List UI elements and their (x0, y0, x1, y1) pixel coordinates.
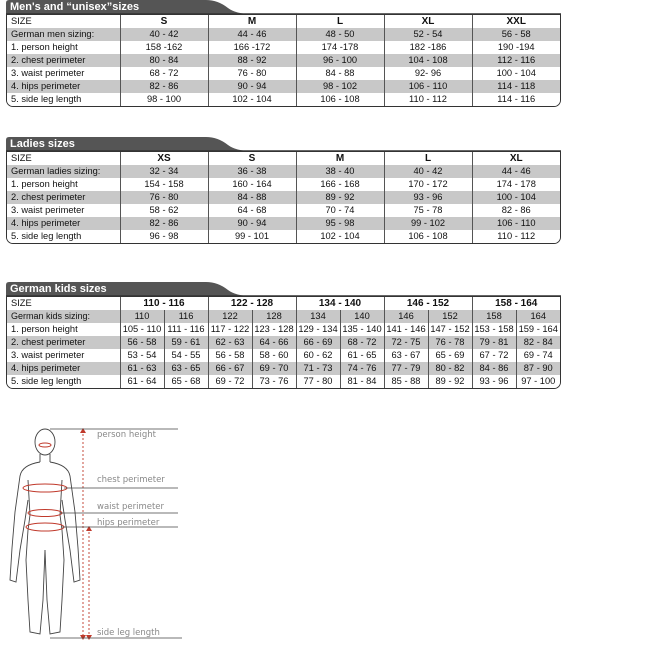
table-cell: 75 - 78 (384, 204, 472, 217)
kids-table (7, 297, 560, 388)
table-cell: 81 - 84 (340, 375, 384, 388)
size-s: S (120, 15, 208, 28)
table-cell: 174 -178 (296, 41, 384, 54)
table-cell: 114 - 118 (472, 80, 560, 93)
table-cell: 59 - 61 (164, 336, 208, 349)
table-cell: 102 - 104 (296, 230, 384, 243)
row-label: 5. side leg length (7, 93, 120, 106)
row-label: 1. person height (7, 323, 120, 336)
row-label: 2. chest perimeter (7, 191, 120, 204)
table-cell: 160 - 164 (208, 178, 296, 191)
size-group: 134 - 140 (296, 297, 384, 310)
table-cell: 40 - 42 (120, 28, 208, 41)
size-group: 110 - 116 (120, 297, 208, 310)
table-cell: 61 - 65 (340, 349, 384, 362)
row-label: 3. waist perimeter (7, 67, 120, 80)
table-cell: 84 - 88 (296, 67, 384, 80)
table-cell: 159 - 164 (516, 323, 560, 336)
table-cell: 110 - 112 (472, 230, 560, 243)
table-cell: 87 - 90 (516, 362, 560, 375)
table-cell: 56 - 58 (120, 336, 164, 349)
table-cell: 82 - 86 (120, 80, 208, 93)
table-header-row (7, 152, 560, 165)
subsize-cell: 110 (120, 310, 164, 323)
table-row (7, 93, 560, 106)
kids-sizes-section (6, 282, 561, 389)
ladies-table-box (6, 151, 561, 244)
table-cell: 76 - 78 (428, 336, 472, 349)
label-waist-perimeter: waist perimeter (97, 502, 165, 512)
table-cell: 170 - 172 (384, 178, 472, 191)
table-cell: 99 - 101 (208, 230, 296, 243)
table-cell: 112 - 116 (472, 54, 560, 67)
table-cell: 98 - 102 (296, 80, 384, 93)
size-xl: XL (472, 152, 560, 165)
kids-title-tab (6, 282, 561, 296)
table-cell: 88 - 92 (208, 54, 296, 67)
table-row (7, 375, 560, 388)
table-cell: 96 - 98 (120, 230, 208, 243)
table-cell: 48 - 50 (296, 28, 384, 41)
table-cell: 76 - 80 (120, 191, 208, 204)
table-cell: 100 - 104 (472, 191, 560, 204)
table-cell: 82 - 84 (516, 336, 560, 349)
subsize-cell: 146 (384, 310, 428, 323)
table-cell: 64 - 66 (252, 336, 296, 349)
table-cell: 32 - 34 (120, 165, 208, 178)
body-measurement-figure (0, 420, 200, 642)
row-label: 3. waist perimeter (7, 349, 120, 362)
table-cell: 129 - 134 (296, 323, 340, 336)
subsize-cell: 128 (252, 310, 296, 323)
mens-title: Men's and “unisex”sizes (10, 1, 140, 13)
kids-sizing-row (7, 310, 560, 323)
mens-sizes-section (6, 0, 561, 107)
label-hips-perimeter: hips perimeter (97, 518, 160, 528)
table-cell: 40 - 42 (384, 165, 472, 178)
table-cell: 80 - 84 (120, 54, 208, 67)
neck-marker (39, 443, 51, 447)
size-group: 122 - 128 (208, 297, 296, 310)
mens-table (7, 15, 560, 106)
row-label: German ladies sizing: (7, 165, 120, 178)
table-cell: 123 - 128 (252, 323, 296, 336)
subsize-cell: 164 (516, 310, 560, 323)
table-cell: 111 - 116 (164, 323, 208, 336)
table-cell: 95 - 98 (296, 217, 384, 230)
subsize-cell: 158 (472, 310, 516, 323)
table-cell: 44 - 46 (208, 28, 296, 41)
table-cell: 182 -186 (384, 41, 472, 54)
tab-shape (6, 137, 561, 151)
table-row (7, 204, 560, 217)
table-cell: 72 - 75 (384, 336, 428, 349)
table-row (7, 362, 560, 375)
table-cell: 106 - 108 (384, 230, 472, 243)
table-cell: 100 - 104 (472, 67, 560, 80)
row-label: 4. hips perimeter (7, 217, 120, 230)
row-label: German men sizing: (7, 28, 120, 41)
row-label: 2. chest perimeter (7, 336, 120, 349)
table-cell: 90 - 94 (208, 80, 296, 93)
table-cell: 61 - 64 (120, 375, 164, 388)
table-cell: 69 - 70 (252, 362, 296, 375)
size-label: SIZE (7, 15, 120, 28)
table-cell: 66 - 69 (296, 336, 340, 349)
table-row (7, 178, 560, 191)
table-row (7, 191, 560, 204)
table-cell: 54 - 55 (164, 349, 208, 362)
subsize-cell: 152 (428, 310, 472, 323)
label-side-leg-length: side leg length (97, 628, 160, 638)
row-label: 3. waist perimeter (7, 204, 120, 217)
table-cell: 92- 96 (384, 67, 472, 80)
size-group: 158 - 164 (472, 297, 560, 310)
table-cell: 106 - 110 (472, 217, 560, 230)
table-cell: 102 - 104 (208, 93, 296, 106)
table-cell: 96 - 100 (296, 54, 384, 67)
table-cell: 70 - 74 (296, 204, 384, 217)
table-row (7, 165, 560, 178)
row-label: 1. person height (7, 41, 120, 54)
table-row (7, 217, 560, 230)
table-cell: 104 - 108 (384, 54, 472, 67)
table-cell: 82 - 86 (472, 204, 560, 217)
table-cell: 60 - 62 (296, 349, 340, 362)
size-m: M (208, 15, 296, 28)
table-cell: 117 - 122 (208, 323, 252, 336)
size-xs: XS (120, 152, 208, 165)
table-cell: 36 - 38 (208, 165, 296, 178)
table-cell: 85 - 88 (384, 375, 428, 388)
row-label: 1. person height (7, 178, 120, 191)
table-cell: 65 - 69 (428, 349, 472, 362)
table-row (7, 80, 560, 93)
hips-marker (26, 523, 64, 531)
subsize-cell: 122 (208, 310, 252, 323)
table-cell: 44 - 46 (472, 165, 560, 178)
size-label: SIZE (7, 297, 120, 310)
table-cell: 153 - 158 (472, 323, 516, 336)
table-cell: 67 - 72 (472, 349, 516, 362)
table-cell: 64 - 68 (208, 204, 296, 217)
table-cell: 58 - 62 (120, 204, 208, 217)
table-cell: 52 - 54 (384, 28, 472, 41)
table-cell: 68 - 72 (340, 336, 384, 349)
table-cell: 65 - 68 (164, 375, 208, 388)
table-cell: 105 - 110 (120, 323, 164, 336)
table-cell: 106 - 110 (384, 80, 472, 93)
table-cell: 135 - 140 (340, 323, 384, 336)
table-row (7, 28, 560, 41)
table-row (7, 336, 560, 349)
table-cell: 106 - 108 (296, 93, 384, 106)
table-cell: 77 - 80 (296, 375, 340, 388)
table-cell: 63 - 67 (384, 349, 428, 362)
kids-title: German kids sizes (10, 283, 107, 295)
table-cell: 147 - 152 (428, 323, 472, 336)
table-cell: 89 - 92 (296, 191, 384, 204)
table-cell: 114 - 116 (472, 93, 560, 106)
chest-marker (23, 484, 67, 492)
table-cell: 82 - 86 (120, 217, 208, 230)
row-label: 5. side leg length (7, 375, 120, 388)
table-cell: 99 - 102 (384, 217, 472, 230)
table-cell: 90 - 94 (208, 217, 296, 230)
table-cell: 62 - 63 (208, 336, 252, 349)
subsize-cell: 140 (340, 310, 384, 323)
table-cell: 80 - 82 (428, 362, 472, 375)
subsize-cell: 116 (164, 310, 208, 323)
size-group: 146 - 152 (384, 297, 472, 310)
row-label: 4. hips perimeter (7, 362, 120, 375)
size-m: M (296, 152, 384, 165)
table-cell: 97 - 100 (516, 375, 560, 388)
table-cell: 190 -194 (472, 41, 560, 54)
table-cell: 69 - 74 (516, 349, 560, 362)
size-xxl: XXL (472, 15, 560, 28)
table-header-row (7, 297, 560, 310)
table-cell: 158 -162 (120, 41, 208, 54)
subsize-cell: 134 (296, 310, 340, 323)
table-cell: 69 - 72 (208, 375, 252, 388)
table-row (7, 67, 560, 80)
table-cell: 89 - 92 (428, 375, 472, 388)
size-s: S (208, 152, 296, 165)
table-cell: 76 - 80 (208, 67, 296, 80)
size-l: L (296, 15, 384, 28)
kids-table-box (6, 296, 561, 389)
table-cell: 154 - 158 (120, 178, 208, 191)
table-cell: 166 -172 (208, 41, 296, 54)
mens-title-tab (6, 0, 561, 14)
table-cell: 98 - 100 (120, 93, 208, 106)
label-chest-perimeter: chest perimeter (97, 475, 165, 485)
table-cell: 77 - 79 (384, 362, 428, 375)
row-label: 4. hips perimeter (7, 80, 120, 93)
table-cell: 93 - 96 (472, 375, 516, 388)
mens-table-box (6, 14, 561, 107)
ladies-table (7, 152, 560, 243)
table-row (7, 54, 560, 67)
table-cell: 53 - 54 (120, 349, 164, 362)
waist-marker (28, 510, 62, 517)
table-cell: 66 - 67 (208, 362, 252, 375)
table-cell: 74 - 76 (340, 362, 384, 375)
ladies-title-tab (6, 137, 561, 151)
table-cell: 84 - 86 (472, 362, 516, 375)
table-row (7, 323, 560, 336)
table-cell: 166 - 168 (296, 178, 384, 191)
row-label: 2. chest perimeter (7, 54, 120, 67)
table-row (7, 41, 560, 54)
table-cell: 71 - 73 (296, 362, 340, 375)
table-cell: 61 - 63 (120, 362, 164, 375)
table-cell: 110 - 112 (384, 93, 472, 106)
body-silhouette (0, 420, 200, 642)
table-cell: 56 - 58 (208, 349, 252, 362)
table-row (7, 349, 560, 362)
table-cell: 63 - 65 (164, 362, 208, 375)
row-label: German kids sizing: (7, 310, 120, 323)
size-l: L (384, 152, 472, 165)
table-cell: 56 - 58 (472, 28, 560, 41)
table-cell: 68 - 72 (120, 67, 208, 80)
table-cell: 84 - 88 (208, 191, 296, 204)
ladies-title: Ladies sizes (10, 138, 75, 150)
label-person-height: person height (97, 430, 156, 440)
size-xl: XL (384, 15, 472, 28)
table-cell: 93 - 96 (384, 191, 472, 204)
ladies-sizes-section (6, 137, 561, 244)
row-label: 5. side leg length (7, 230, 120, 243)
table-cell: 79 - 81 (472, 336, 516, 349)
size-label: SIZE (7, 152, 120, 165)
table-header-row (7, 15, 560, 28)
table-row (7, 230, 560, 243)
table-cell: 73 - 76 (252, 375, 296, 388)
table-cell: 174 - 178 (472, 178, 560, 191)
table-cell: 141 - 146 (384, 323, 428, 336)
table-cell: 58 - 60 (252, 349, 296, 362)
table-cell: 38 - 40 (296, 165, 384, 178)
